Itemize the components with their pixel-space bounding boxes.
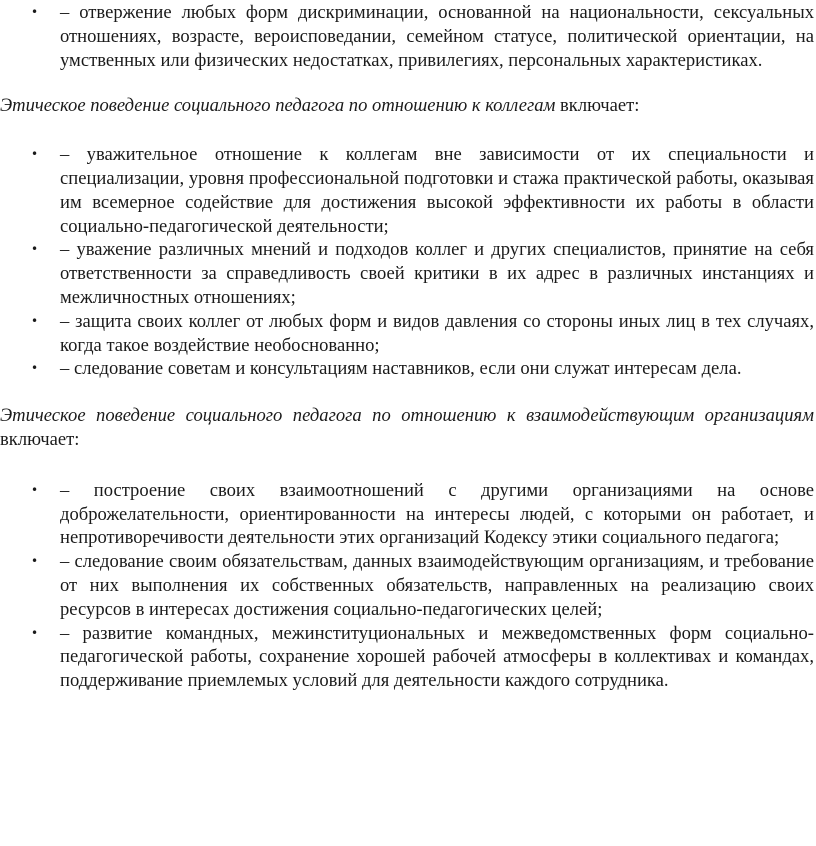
list-item-text: – уважение различных мнений и подходов коллег и других специалистов, принятие на себя ответственности за справедливость своей критики в их адрес в различных инстанциях и межличностных отношениях; — [60, 239, 814, 308]
bullet-icon: • — [31, 361, 39, 376]
bullet-icon: • — [31, 313, 39, 328]
list-item-text: – отвержение любых форм дискриминации, основанной на национальности, сексуальных отношениях, возрасте, вероисповедании, семейном статусе, политической ориентации, на умственных или физических недостатках, привилегиях, персональных характеристиках. — [60, 2, 814, 71]
list-item — [31, 622, 814, 693]
bullet-icon: • — [31, 625, 39, 640]
list-item — [31, 310, 814, 358]
list-item — [31, 143, 814, 238]
list-item-text: – построение своих взаимоотношений с другими организациями на основе доброжелательности, ориентированности на интересы людей, с которыми он работает, и непротиворечивости деятельности этих организаций Кодексу этики социального педагога; — [60, 479, 814, 549]
list-item-text: – развитие командных, межинституциональных и межведомственных форм социально-педагогической работы, сохранение хорошей рабочей атмосферы в коллективах и командах, поддерживание приемлемых условий для деятельности каждого сотрудника. — [60, 622, 814, 692]
list-item — [31, 479, 814, 550]
list-item — [31, 238, 814, 309]
list-item-text: – уважительное отношение к коллегам вне зависимости от их специальности и специализации, уровня профессиональной подготовки и стажа практической работы, оказывая им всемерное содействие для достижения высокой эффективности их работы в области социально-педагогической деятельности; — [60, 144, 814, 237]
heading-italic-text: Этическое поведение социального педагога по отношению к коллегам — [0, 95, 556, 117]
bullet-icon: • — [31, 242, 39, 257]
list-organizations — [0, 479, 816, 693]
list-item — [31, 1, 814, 72]
list-discrimination — [0, 1, 816, 72]
list-colleagues — [0, 143, 816, 381]
list-item-text: – защита своих коллег от любых форм и видов давления со стороны иных лиц в тех случаях, когда такое воздействие необоснованно; — [60, 310, 814, 356]
list-item-text: – следование советам и консультациям наставников, если они служат интересам дела. — [60, 358, 742, 380]
bullet-icon: • — [31, 482, 39, 497]
section-heading-colleagues — [0, 94, 816, 118]
bullet-icon: • — [31, 5, 39, 19]
heading-rest-text: включает: — [555, 95, 640, 117]
list-item — [31, 357, 814, 381]
bullet-icon: • — [31, 147, 39, 162]
heading-rest-text: включает: — [0, 428, 80, 450]
section-heading-organizations — [0, 404, 816, 452]
bullet-icon: • — [31, 554, 39, 569]
list-item-text: – следование своим обязательствам, данных взаимодействующим организациям, и требование от них выполнения их собственных обязательств, направленных на реализацию своих ресурсов в интересах достижения социально-педагогических целей; — [60, 551, 814, 620]
heading-italic-text: Этическое поведение социального педагога по отношению к взаимодействующим организациям — [0, 405, 814, 427]
list-item — [31, 550, 814, 621]
